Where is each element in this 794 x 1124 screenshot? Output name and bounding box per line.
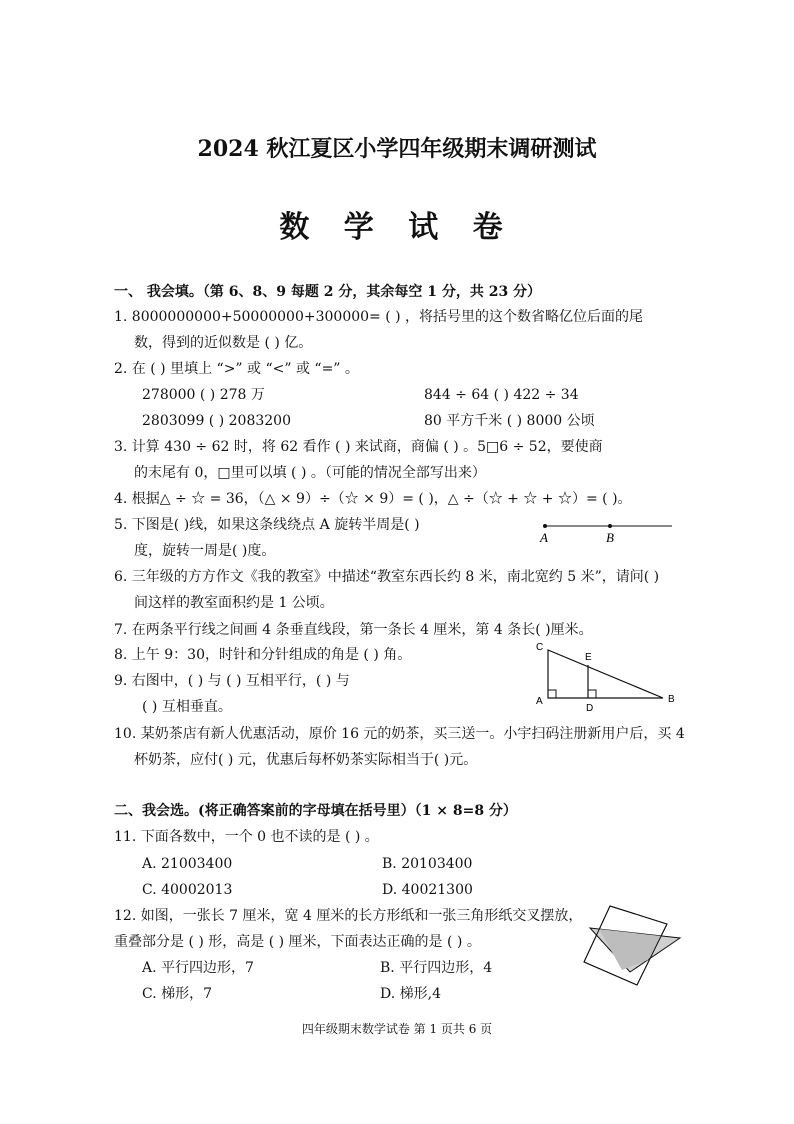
q9-line1: 9. 右图中，( ) 与 ( ) 互相平行，( ) 与: [114, 673, 350, 689]
q11-option-c: C. 40002013: [142, 882, 233, 898]
q7-line: 7. 在两条平行线之间画 4 条垂直线段，第一条长 4 厘米，第 4 条长( )厘米。: [114, 622, 593, 638]
q2-item-b: 844 ÷ 64 ( ) 422 ÷ 34: [424, 387, 579, 403]
point-a: [543, 524, 547, 528]
q11-line: 11. 下面各数中，一个 0 也不读的是 ( ) 。: [114, 829, 379, 845]
label-b: B: [606, 530, 614, 545]
q12-line2: 重叠部分是 ( ) 形，高是 ( ) 厘米，下面表达正确的是 ( ) 。: [114, 934, 481, 950]
section1-heading: 一、 我会填。（第 6、8、9 每题 2 分，其余每空 1 分，共 23 分）: [114, 284, 542, 300]
q2-item-d: 80 平方千米 ( ) 8000 公顷: [424, 413, 595, 429]
q1-line2: 数，得到的近似数是 ( ) 亿。: [134, 335, 313, 351]
q5-line2: 度，旋转一周是( )度。: [134, 543, 276, 559]
q3-line2: 的末尾有 0，□里可以填 ( ) 。（可能的情况全部写出来）: [134, 465, 486, 481]
label-a-tri: A: [536, 696, 543, 707]
label-c: C: [536, 642, 544, 653]
overlap-region: [599, 929, 661, 970]
exam-subtitle: 数 学 试 卷: [279, 210, 515, 245]
q10-line2: 杯奶茶，应付( ) 元，优惠后每杯奶茶实际相当于( )元。: [134, 752, 478, 768]
overlap-figure: [582, 900, 682, 990]
q12-line1: 12. 如图，一张长 7 厘米，宽 4 厘米的长方形纸和一张三角形纸交叉摆放，: [114, 908, 583, 924]
q11-option-a: A. 21003400: [142, 856, 233, 872]
q1-line1: 1. 8000000000+50000000+300000= ( ) ，将括号里的这个数省略亿位后面的尾: [114, 309, 644, 325]
page-footer: 四年级期末数学试卷 第 1 页共 6 页: [301, 1022, 493, 1036]
q12-option-c: C. 梯形，7: [142, 986, 213, 1002]
q10-line1: 10. 某奶茶店有新人优惠活动，原价 16 元的奶茶，买三送一。小宇扫码注册新用户后，买 4: [114, 726, 685, 742]
q2-line1: 2. 在 ( ) 里填上 “>” 或 “<” 或 “=” 。: [114, 361, 359, 377]
exam-title: 2024 秋江夏区小学四年级期末调研测试: [197, 136, 597, 162]
q12-option-a: A. 平行四边形，7: [142, 960, 254, 976]
label-d: D: [586, 703, 594, 714]
q9-line2: ( ) 互相垂直。: [142, 699, 232, 715]
q11-option-b: B. 20103400: [382, 856, 473, 872]
triangle-abc: [548, 650, 663, 698]
q5-line1: 5. 下图是( )线，如果这条线绕点 A 旋转半周是( ): [114, 517, 420, 533]
q4-line: 4. 根据△ ÷ ☆ = 36，（△ × 9）÷（☆ × 9）= ( )，△ ÷（☆ + ☆ + ☆）= ( )。: [114, 491, 632, 507]
q6-line2: 间这样的教室面积约是 1 公顷。: [134, 595, 334, 611]
point-b: [608, 524, 612, 528]
right-angle-d: [588, 690, 596, 698]
triangle-figure: [528, 638, 688, 714]
q2-item-c: 2803099 ( ) 2083200: [142, 413, 291, 429]
q12-option-b: B. 平行四边形，4: [380, 960, 493, 976]
q12-option-d: D. 梯形,4: [380, 986, 441, 1002]
q8-line: 8. 上午 9：30，时针和分针组成的角是 ( ) 角。: [114, 647, 412, 663]
q6-line1: 6. 三年级的方方作文《我的教室》中描述“教室东西长约 8 米，南北宽约 5 米”，请问( ): [114, 569, 660, 585]
label-e: E: [585, 652, 592, 663]
right-angle-a: [548, 690, 556, 698]
label-a: A: [540, 530, 548, 545]
q11-option-d: D. 40021300: [382, 882, 473, 898]
section2-heading: 二、我会选。(将正确答案前的字母填在括号里）（1 × 8=8 分）: [114, 803, 517, 819]
q2-item-a: 278000 ( ) 278 万: [142, 387, 265, 403]
line-figure: [535, 516, 675, 546]
q3-line1: 3. 计算 430 ÷ 62 时，将 62 看作 ( ) 来试商，商偏 ( ) 。5□6 ÷ 52，要使商: [114, 439, 603, 455]
label-b-tri: B: [668, 694, 675, 705]
